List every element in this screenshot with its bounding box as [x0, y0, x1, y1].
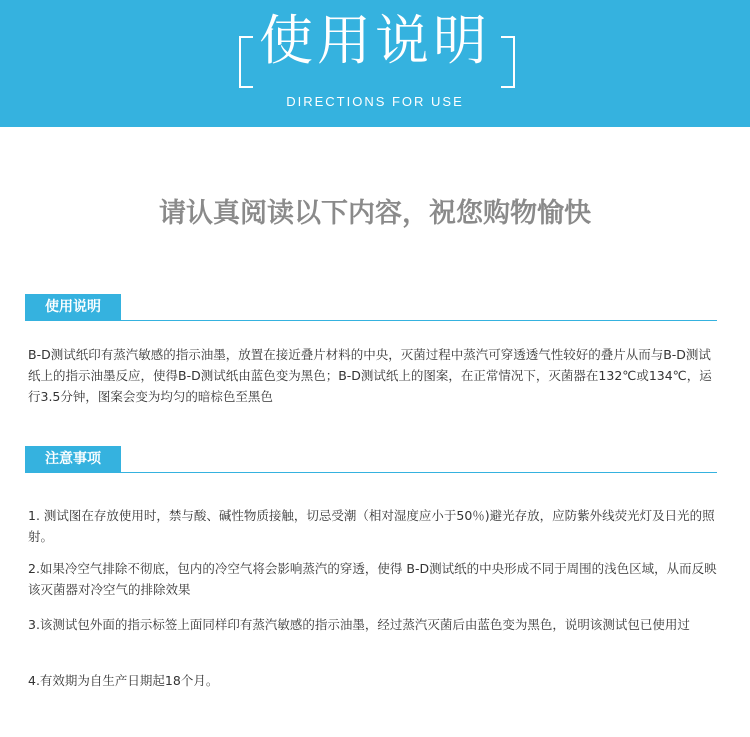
note-item-4: 4.有效期为自生产日期起18个月。 — [28, 673, 219, 688]
header-banner — [0, 0, 750, 127]
banner-title: 使用说明 — [259, 9, 491, 72]
section-header-usage — [25, 294, 717, 321]
section-tag: 使用说明 — [25, 294, 121, 320]
section-header-notes — [25, 446, 717, 473]
intro-text: 请认真阅读以下内容，祝您购物愉快 — [159, 198, 591, 229]
note-item-1: 1. 测试图在存放使用时，禁与酸、碱性物质接触，切忌受潮（相对湿度应小于50％)避光存放，应防紫外线荧光灯及日光的照射。 — [28, 508, 715, 544]
note-item-3: 3.该测试包外面的指示标签上面同样印有蒸汽敏感的指示油墨，经过蒸汽灭菌后由蓝色变为黑色，说明该测试包已使用过 — [28, 617, 690, 632]
banner-subtitle: DIRECTIONS FOR USE — [286, 94, 464, 109]
usage-paragraph: B-D测试纸印有蒸汽敏感的指示油墨，放置在接近叠片材料的中央，灭菌过程中蒸汽可穿透透气性较好的叠片从而与B-D测试纸上的指示油墨反应，使得B-D测试纸由蓝色变为黑色；B-D测试纸上的图案，在正常情况下，灭菌器在132℃或134℃，运行3.5分钟，图案会变为均匀的暗棕色至黑色 — [28, 347, 712, 404]
section-tag: 注意事项 — [25, 446, 121, 472]
note-item-2: 2.如果冷空气排除不彻底，包内的冷空气将会影响蒸汽的穿透，使得 B-D测试纸的中央形成不同于周围的浅色区域，从而反映该灭菌器对冷空气的排除效果 — [28, 561, 717, 597]
